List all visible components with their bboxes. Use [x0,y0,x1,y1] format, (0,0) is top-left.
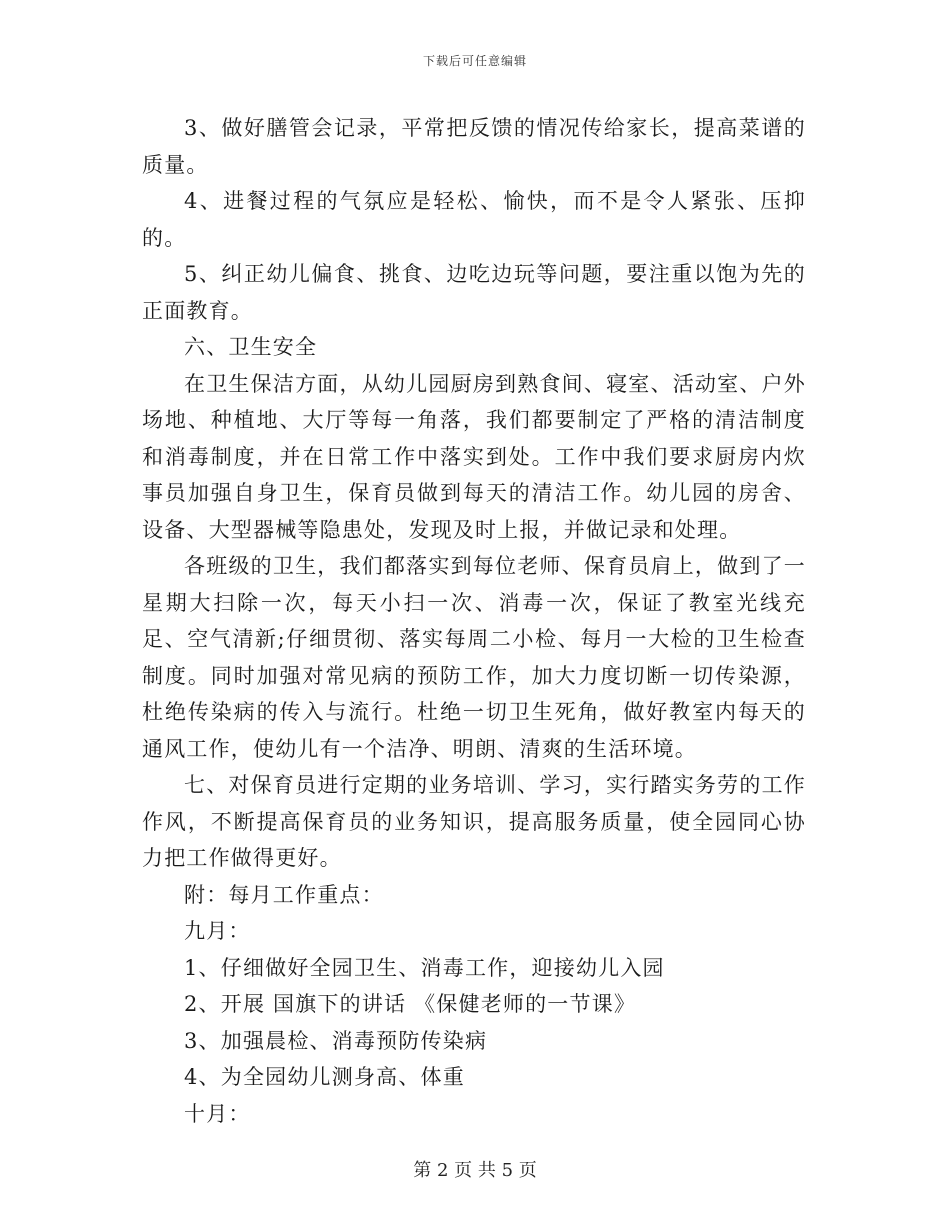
document-body [142,110,806,1132]
page-number: 第 2 页 共 5 页 [413,1160,537,1181]
section-heading-staff-training: 七、对保育员进行定期的业务培训、学习，实行踏实务劳的工作作风，不断提高保育员的业务知识，提高服务质量，使全园同心协力把工作做得更好。 [142,773,806,870]
september-task-1: 1、仔细做好全园卫生、消毒工作，迎接幼儿入园 [184,955,665,980]
page-header-note: 下载后可任意编辑 [422,54,527,68]
month-heading-october: 十月： [184,1101,251,1126]
september-task-2: 2、开展 国旗下的讲话 《保健老师的一节课》 [184,992,637,1016]
section-heading-hygiene-safety: 六、卫生安全 [184,335,318,359]
month-heading-september: 九月： [184,919,251,943]
paragraph-hygiene-cleaning: 在卫生保洁方面，从幼儿园厨房到熟食间、寝室、活动室、户外场地、种植地、大厅等每一角落，我们都要制定了严格的清洁制度和消毒制度，并在日常工作中落实到处。工作中我们要求厨房内炊事员加强自身卫生，保育员做到每天的清洁工作。幼儿园的房舍、设备、大型器械等隐患处，发现及时上报，并做记录和处理。 [142,371,806,542]
appendix-heading: 附：每月工作重点： [184,882,384,907]
september-task-3: 3、加强晨检、消毒预防传染病 [184,1028,488,1053]
paragraph-item-3: 3、做好膳管会记录，平常把反馈的情况传给家长，提高菜谱的质量。 [142,116,806,177]
paragraph-item-5: 5、纠正幼儿偏食、挑食、边吃边玩等问题，要注重以饱为先的正面教育。 [142,262,806,323]
paragraph-item-4: 4、进餐过程的气氛应是轻松、愉快，而不是令人紧张、压抑的。 [142,189,806,250]
paragraph-class-hygiene: 各班级的卫生，我们都落实到每位老师、保育员肩上，做到了一星期大扫除一次，每天小扫一次、消毒一次，保证了教室光线充足、空气清新;仔细贯彻、落实每周二小检、每月一大检的卫生检查制度。同时加强对常见病的预防工作，加大力度切断一切传染源，杜绝传染病的传入与流行。杜绝一切卫生死角，做好教室内每天的通风工作，使幼儿有一个洁净、明朗、清爽的生活环境。 [142,554,806,761]
september-task-4: 4、为全园幼儿测身高、体重 [184,1065,465,1089]
